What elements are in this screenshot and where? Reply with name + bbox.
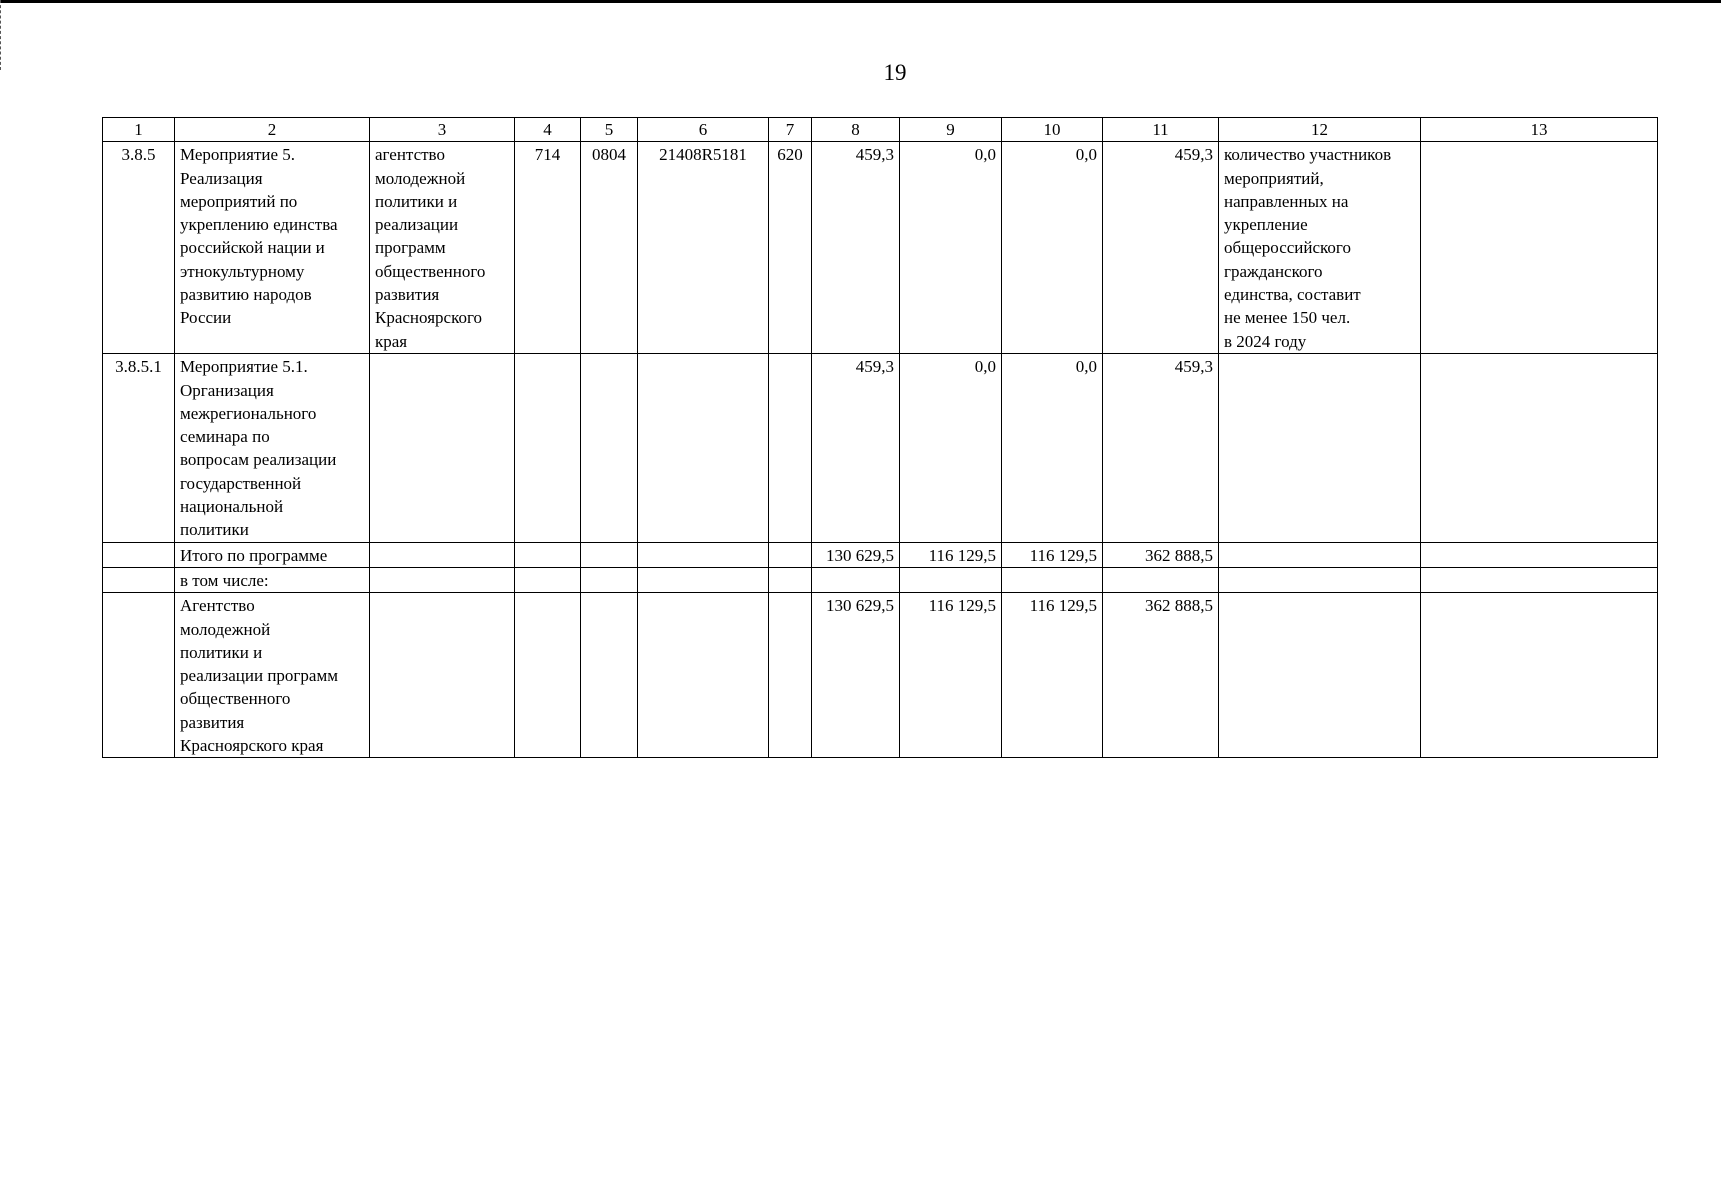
note-cell [1421, 354, 1658, 542]
code-csr-cell [638, 542, 769, 567]
total-amount-cell: 362 888,5 [1103, 542, 1219, 567]
code-csr-cell [638, 354, 769, 542]
header-cell: 13 [1421, 118, 1658, 142]
amount-cell: 116 129,5 [1002, 542, 1103, 567]
header-cell: 11 [1103, 118, 1219, 142]
expected-result-cell [1219, 567, 1421, 592]
header-cell: 9 [900, 118, 1002, 142]
code-rzpr-cell: 0804 [581, 142, 638, 354]
code-rzpr-cell [581, 542, 638, 567]
row-number-cell [103, 542, 175, 567]
expected-result-cell: количество участников мероприятий, направленных на укрепление общероссийского гражданского единства, составит не менее 150 чел. в 2024 году [1219, 142, 1421, 354]
note-cell [1421, 142, 1658, 354]
code-vr-cell [769, 567, 812, 592]
total-amount-cell [1103, 567, 1219, 592]
amount-cell: 116 129,5 [1002, 593, 1103, 758]
header-cell: 3 [370, 118, 515, 142]
amount-cell: 130 629,5 [812, 593, 900, 758]
amount-cell: 116 129,5 [900, 542, 1002, 567]
top-border [0, 0, 1721, 3]
code-rzpr-cell [581, 354, 638, 542]
activity-name-cell: Мероприятие 5. Реализация мероприятий по укреплению единства российской нации и этнокультурному развитию народов России [175, 142, 370, 354]
table-header-row [103, 118, 1658, 142]
amount-cell [812, 567, 900, 592]
table-row [103, 142, 1658, 354]
amount-cell: 0,0 [1002, 354, 1103, 542]
row-number-cell [103, 593, 175, 758]
budget-table [102, 117, 1658, 758]
amount-cell: 459,3 [812, 142, 900, 354]
table-row [103, 354, 1658, 542]
code-csr-cell [638, 593, 769, 758]
expected-result-cell [1219, 593, 1421, 758]
responsible-cell [370, 567, 515, 592]
header-cell: 8 [812, 118, 900, 142]
responsible-cell [370, 354, 515, 542]
code-grbs-cell: 714 [515, 142, 581, 354]
table-row-agency [103, 593, 1658, 758]
amount-cell: 0,0 [1002, 142, 1103, 354]
activity-name-cell: Итого по программе [175, 542, 370, 567]
page-number: 19 [883, 60, 907, 85]
activity-name-cell: Мероприятие 5.1. Организация межрегионального семинара по вопросам реализации государственной национальной политики [175, 354, 370, 542]
amount-cell [1002, 567, 1103, 592]
expected-result-cell [1219, 354, 1421, 542]
amount-cell: 116 129,5 [900, 593, 1002, 758]
header-cell: 4 [515, 118, 581, 142]
table-row-subheading [103, 567, 1658, 592]
responsible-cell [370, 542, 515, 567]
code-grbs-cell [515, 567, 581, 592]
amount-cell: 0,0 [900, 354, 1002, 542]
header-cell: 12 [1219, 118, 1421, 142]
total-amount-cell: 459,3 [1103, 142, 1219, 354]
code-csr-cell [638, 567, 769, 592]
code-grbs-cell [515, 593, 581, 758]
code-rzpr-cell [581, 567, 638, 592]
header-cell: 6 [638, 118, 769, 142]
note-cell [1421, 567, 1658, 592]
total-amount-cell: 459,3 [1103, 354, 1219, 542]
amount-cell: 130 629,5 [812, 542, 900, 567]
header-cell: 10 [1002, 118, 1103, 142]
header-cell: 2 [175, 118, 370, 142]
activity-name-cell: Агентство молодежной политики и реализации программ общественного развития Красноярского края [175, 593, 370, 758]
row-number-cell [103, 567, 175, 592]
responsible-cell: агентство молодежной политики и реализации программ общественного развития Красноярского края [370, 142, 515, 354]
activity-name-cell: в том числе: [175, 567, 370, 592]
header-cell: 1 [103, 118, 175, 142]
row-number-cell: 3.8.5 [103, 142, 175, 354]
total-amount-cell: 362 888,5 [1103, 593, 1219, 758]
code-grbs-cell [515, 354, 581, 542]
table-row-total [103, 542, 1658, 567]
responsible-cell [370, 593, 515, 758]
code-grbs-cell [515, 542, 581, 567]
code-rzpr-cell [581, 593, 638, 758]
code-vr-cell [769, 542, 812, 567]
code-vr-cell [769, 593, 812, 758]
note-cell [1421, 593, 1658, 758]
expected-result-cell [1219, 542, 1421, 567]
amount-cell [900, 567, 1002, 592]
header-cell: 5 [581, 118, 638, 142]
note-cell [1421, 542, 1658, 567]
header-cell: 7 [769, 118, 812, 142]
row-number-cell: 3.8.5.1 [103, 354, 175, 542]
code-vr-cell: 620 [769, 142, 812, 354]
code-vr-cell [769, 354, 812, 542]
amount-cell: 459,3 [812, 354, 900, 542]
code-csr-cell: 21408R5181 [638, 142, 769, 354]
amount-cell: 0,0 [900, 142, 1002, 354]
